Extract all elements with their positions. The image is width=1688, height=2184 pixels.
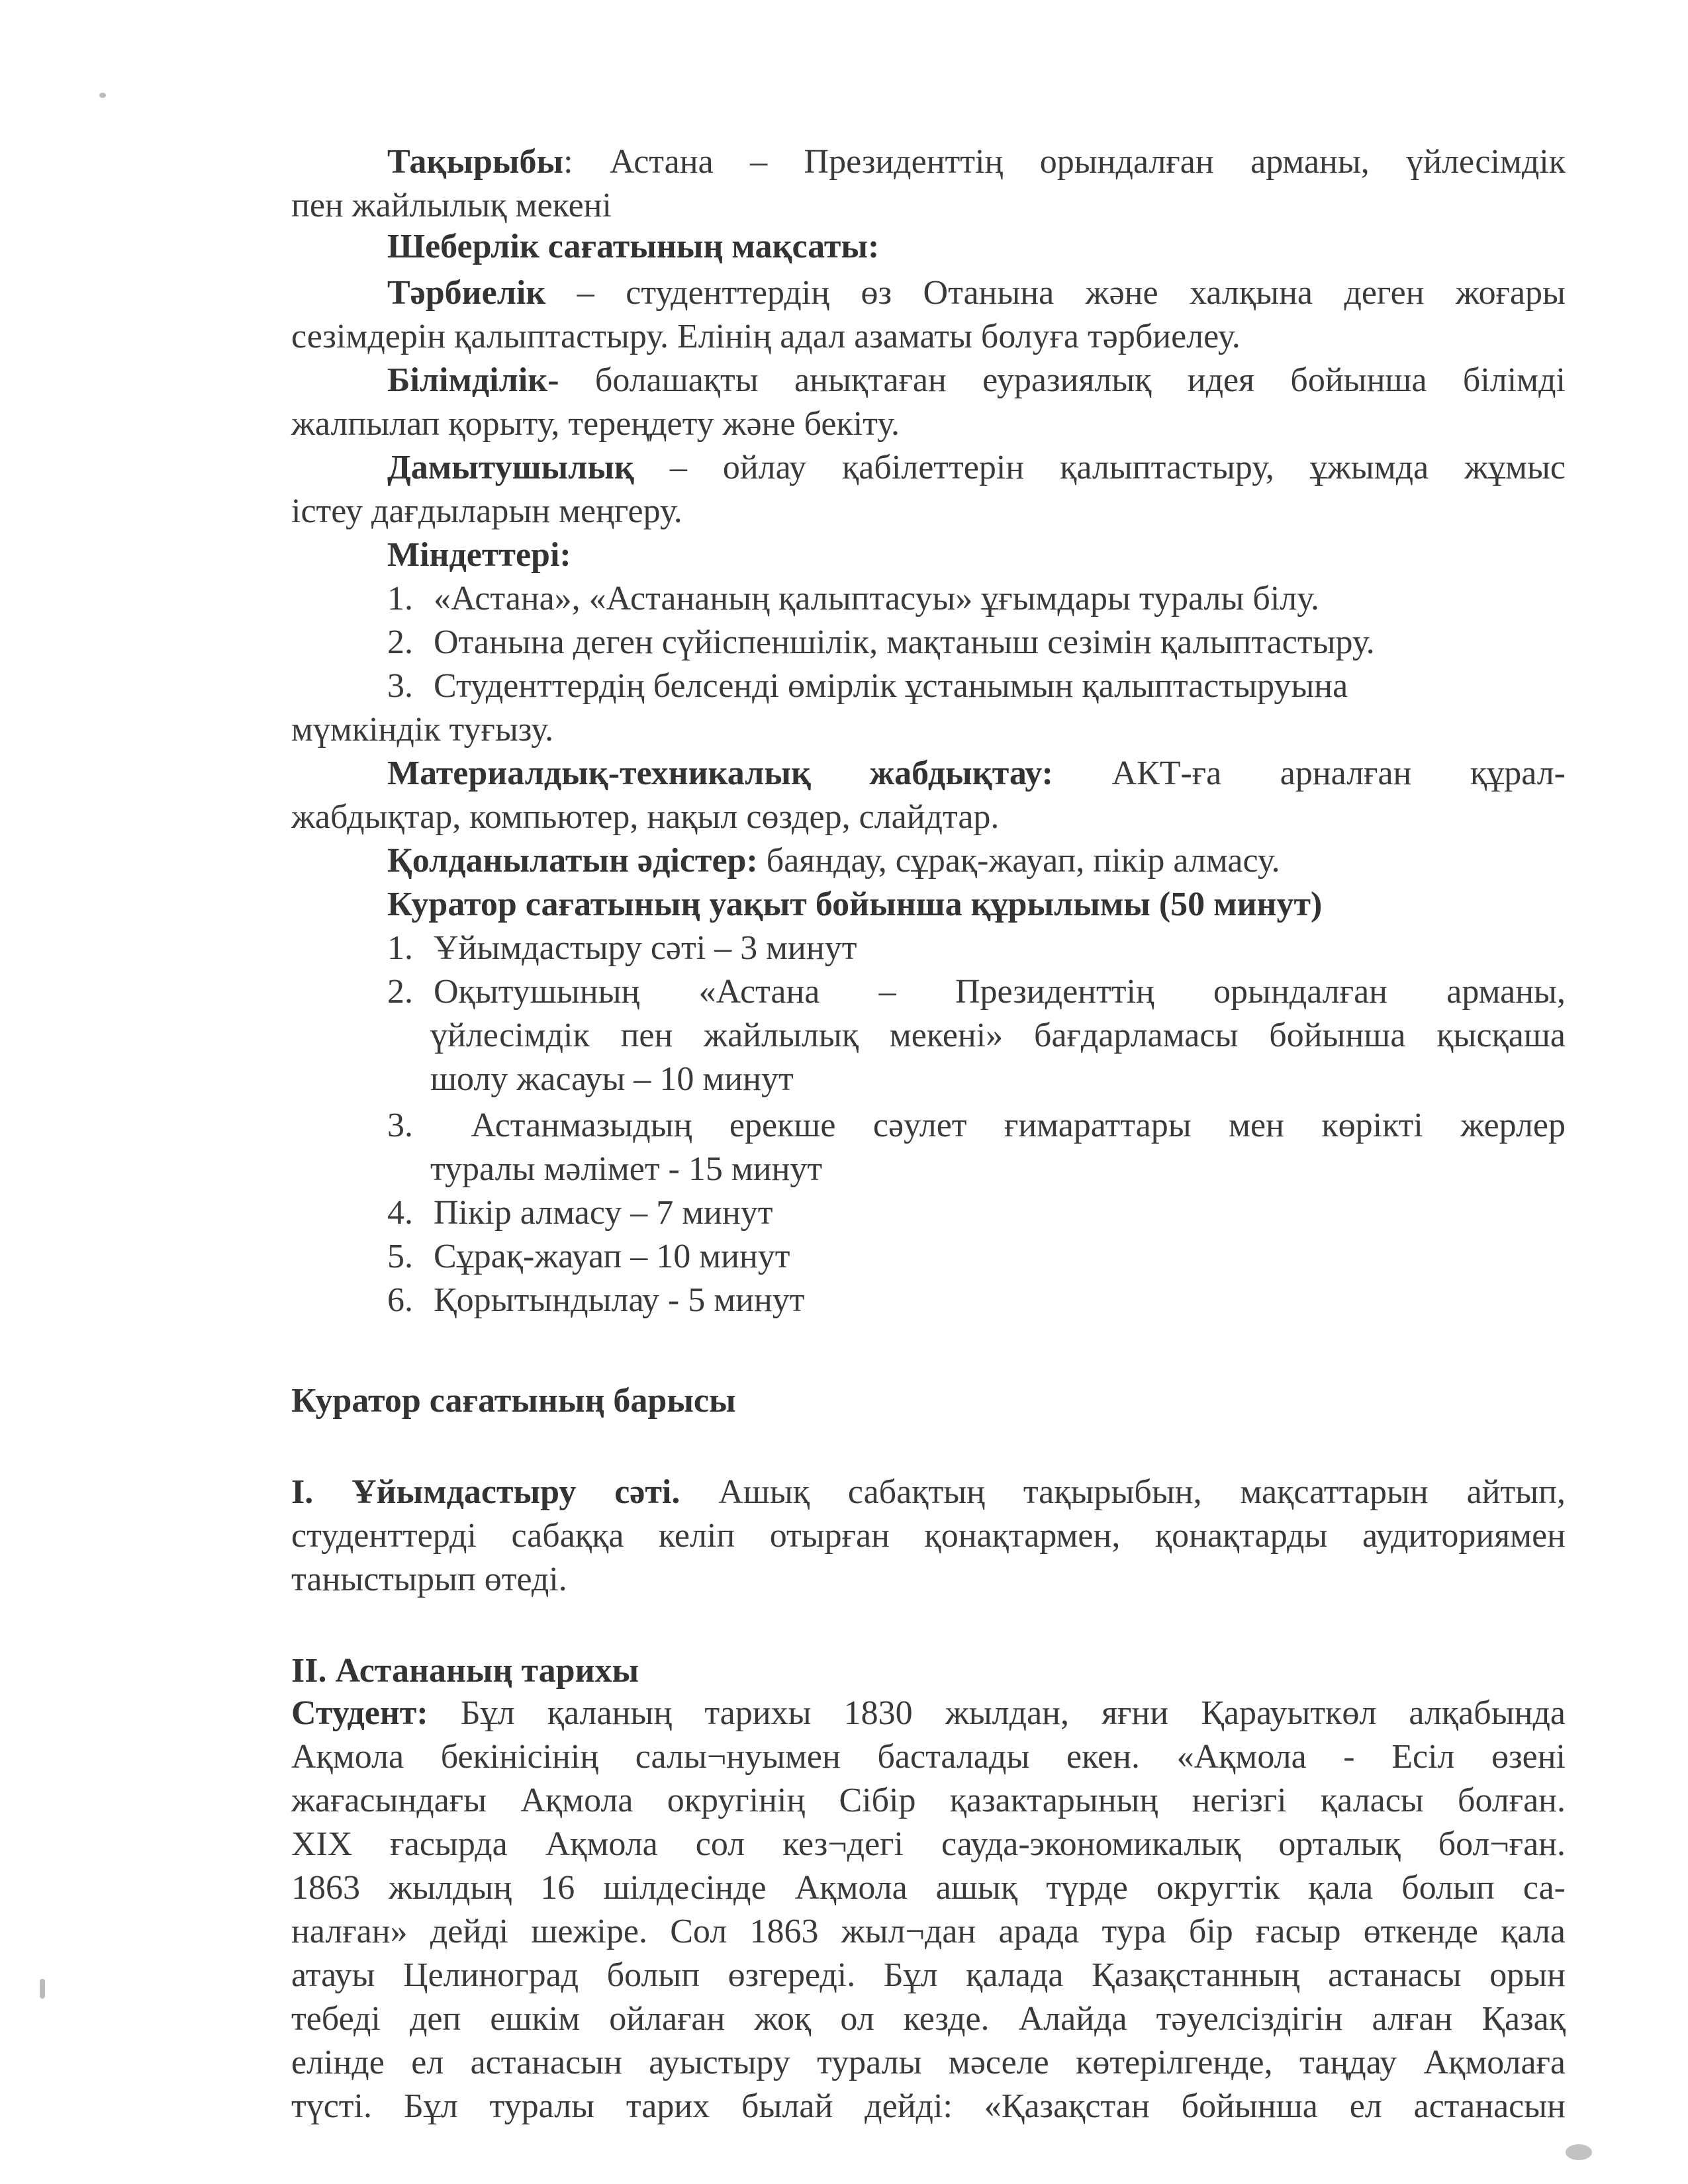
student-line: налған» дейді шежіре. Сол 1863 жыл¬дан арада тура бір ғасыр өткенде қала xyxy=(291,1913,1566,1950)
section-1-line-2: студенттерді сабаққа келіп отырған қонақтармен, қонақтарды аудиториямен xyxy=(291,1517,1566,1555)
materials-line-1 xyxy=(387,752,1566,796)
know-text: болашақты анықтаған еуразиялық идея бойынша білімді xyxy=(559,361,1566,399)
structure-item-continuation: үйлесімдік пен жайлылық мекені» бағдарламасы бойынша қысқаша xyxy=(430,1017,1566,1054)
scan-speck xyxy=(40,1979,45,1999)
dev-line-1 xyxy=(387,446,1566,490)
structure-item: 6. Қорытындылау - 5 минут xyxy=(387,1281,805,1319)
progress-heading: Куратор сағатының барысы xyxy=(291,1382,736,1420)
structure-item: 4. Пікір алмасу – 7 минут xyxy=(387,1194,773,1232)
materials-text: АКТ-ға арналған құрал- xyxy=(1053,754,1566,792)
tasks-heading: Міндеттері: xyxy=(387,536,571,574)
section-2-heading: ІІ. Астананың тарихы xyxy=(291,1652,639,1690)
theme-line-2: пен жайлылық мекені xyxy=(291,187,612,224)
structure-item: 1. Ұйымдастыру сәті – 3 минут xyxy=(387,929,857,967)
structure-item: 2. Оқытушының «Астана – Президенттің орындалған арманы, xyxy=(387,973,1566,1011)
dev-label: Дамытушылық xyxy=(387,449,634,486)
materials-line-2: жабдықтар, компьютер, нақыл сөздер, слайдтар. xyxy=(291,798,1000,836)
task-item-continuation: мүмкіндік туғызу. xyxy=(291,711,554,749)
edu-text: – студенттердің өз Отанына және халқына деген жоғары xyxy=(545,274,1566,312)
dev-text: – ойлау қабілеттерін қалыптастыру, ұжымда жұмыс xyxy=(633,449,1566,486)
methods-label: Қолданылатын әдістер: xyxy=(387,842,758,880)
structure-item-continuation: туралы мәлімет - 15 минут xyxy=(430,1150,823,1188)
edu-line-1 xyxy=(387,271,1566,315)
materials-label: Материалдық-техникалық жабдықтау: xyxy=(387,754,1053,792)
dev-line-2: істеу дағдыларын меңгеру. xyxy=(291,492,682,530)
student-line: тебеді деп ешкім ойлаған жоқ ол кезде. Алайда тәуелсіздігін алған Қазақ xyxy=(291,2000,1566,2038)
theme-line-1 xyxy=(387,140,1566,184)
student-line: 1863 жылдың 16 шілдесінде Ақмола ашық түрде округтік қала болып са- xyxy=(291,1869,1566,1907)
section-1-text: Ашық сабақтың тақырыбын, мақсаттарын айтып, xyxy=(680,1473,1566,1511)
structure-item-continuation: шолу жасауы – 10 минут xyxy=(430,1060,794,1098)
edu-label: Тәрбиелік xyxy=(387,274,546,312)
task-item: 2. Отанына деген сүйіспеншілік, мақтаныш сезімін қалыптастыру. xyxy=(387,623,1375,661)
student-line: Ақмола бекінісінің салы¬нуымен басталады екен. «Ақмола - Есіл өзені xyxy=(291,1738,1566,1776)
student-line xyxy=(291,1692,1566,1735)
structure-item: 5. Сұрақ-жауап – 10 минут xyxy=(387,1238,790,1275)
section-1-line-1 xyxy=(291,1471,1566,1514)
student-label: Студент: xyxy=(291,1694,428,1732)
structure-heading: Куратор сағатының уақыт бойынша құрылымы (50 минут) xyxy=(387,886,1323,923)
know-line-2: жалпылап қорыту, тереңдету және бекіту. xyxy=(291,405,900,443)
theme-label: Тақырыбы xyxy=(387,143,564,181)
student-line: атауы Целиноград болып өзгереді. Бұл қалада Қазақстанның астанасы орын xyxy=(291,1956,1566,1994)
student-line: елінде ел астанасын ауыстыру туралы мәселе көтерілгенде, таңдау Ақмолаға xyxy=(291,2044,1566,2081)
student-line: XIX ғасырда Ақмола сол кез¬дегі сауда-экономикалық орталық бол¬ған. xyxy=(291,1825,1566,1863)
goal-heading: Шеберлік сағатының мақсаты: xyxy=(387,228,880,265)
section-1-label: І. Ұйымдастыру сәті. xyxy=(291,1473,680,1511)
edu-line-2: сезімдерін қалыптастыру. Елінің адал азаматы болуға тәрбиелеу. xyxy=(291,318,1241,355)
know-line-1 xyxy=(387,359,1566,402)
task-item: 3. Студенттердің белсенді өмірлік ұстанымын қалыптастыруына xyxy=(387,667,1348,705)
methods-line xyxy=(387,839,1566,883)
student-line: түсті. Бұл туралы тарих былай дейді: «Қазақстан бойынша ел астанасын xyxy=(291,2087,1566,2125)
task-item: 1. «Астана», «Астананың қалыптасуы» ұғымдары туралы білу. xyxy=(387,580,1320,617)
student-line: жағасындағы Ақмола округінің Сібір қазактарының негізгі қаласы болған. xyxy=(291,1782,1566,1819)
theme-text: : Астана – Президенттің орындалған арманы, үйлесімдік xyxy=(563,143,1566,181)
know-label: Білімділік- xyxy=(387,361,559,399)
page-mark xyxy=(1566,2144,1592,2160)
methods-text: баяндау, сұрақ-жауап, пікір алмасу. xyxy=(757,842,1280,880)
section-1-line-3: таныстырып өтеді. xyxy=(291,1561,567,1598)
scan-speck xyxy=(99,93,106,98)
student-text: Бұл қаланың тарихы 1830 жылдан, яғни Қарауыткөл алқабында xyxy=(428,1694,1566,1732)
structure-item: 3. Астанмазыдың ерекше сәулет ғимараттары мен көрікті жерлер xyxy=(387,1107,1566,1144)
